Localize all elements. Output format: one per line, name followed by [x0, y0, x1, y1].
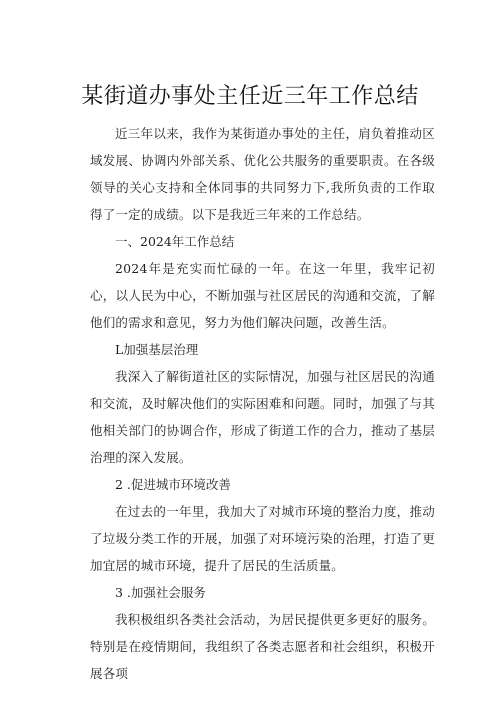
item-paragraph-social-services: 我积极组织各类社会活动，为居民提供更多更好的服务。特别是在疫情期间，我组织了各类志愿者和社会组织，积极开展各项: [90, 612, 435, 681]
item-heading-social-services: 3 .加强社会服务: [115, 585, 206, 600]
intro-paragraph: 近三年以来，我作为某街道办事处的主任，肩负着推动区域发展、协调内外部关系、优化公共服务的重要职责。在各级领导的关心支持和全体同事的共同努力下,我所负责的工作取得了一定的成绩。以下是我近三年来的工作总结。: [90, 126, 435, 222]
document-title: 某街道办事处主任近三年工作总结: [81, 84, 419, 109]
item-paragraph-grassroots-governance: 我深入了解街道社区的实际情况，加强与社区居民的沟通和交流，及时解决他们的实际困难和问题。同时，加强了与其他相关部门的协调合作，形成了街道工作的合力，推动了基层治理的深入发展。: [90, 369, 435, 465]
item-paragraph-urban-environment: 在过去的一年里，我加大了对城市环境的整治力度，推动了垃圾分类工作的开展，加强了对环境污染的治理，打造了更加宜居的城市环境，提升了居民的生活质量。: [90, 504, 435, 573]
section-heading-2024: 一、2024年工作总结: [115, 234, 235, 249]
section-2024-paragraph: 2024年是充实而忙碌的一年。在这一年里，我牢记初心，以人民为中心，不断加强与社区居民的沟通和交流，了解他们的需求和意见，努力为他们解决问题，改善生活。: [90, 261, 435, 330]
item-heading-urban-environment: 2 .促进城市环境改善: [115, 477, 231, 492]
document-body: [90, 120, 435, 687]
item-heading-grassroots-governance: L加强基层治理: [115, 342, 199, 357]
